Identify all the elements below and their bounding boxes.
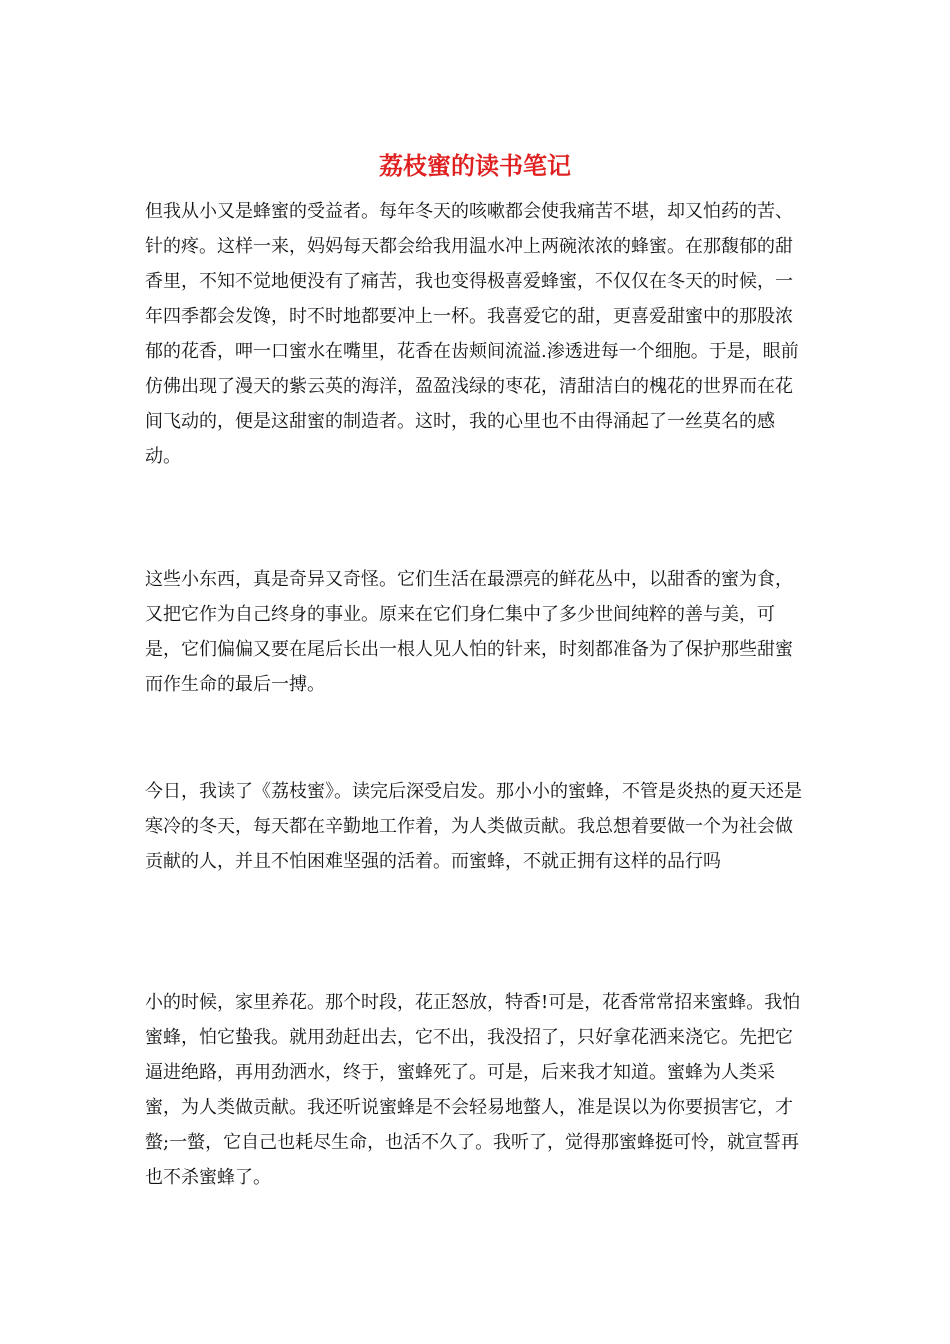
paragraph-1: 但我从小又是蜂蜜的受益者。每年冬天的咳嗽都会使我痛苦不堪，却又怕药的苦、针的疼。这样一来，妈妈每天都会给我用温水冲上两碗浓浓的蜂蜜。在那馥郁的甜香里，不知不觉地便没有了痛苦，我也变得极喜爱蜂蜜，不仅仅在冬天的时候，一年四季都会发馋，时不时地都要冲上一杯。我喜爱它的甜，更喜爱甜蜜中的那股浓郁的花香，呷一口蜜水在嘴里，花香在齿颊间流溢.渗透进每一个细胞。于是，眼前仿佛出现了漫天的紫云英的海洋，盈盈浅绿的枣花，清甜洁白的槐花的世界而在花间飞动的，便是这甜蜜的制造者。这时，我的心里也不由得涌起了一丝莫名的感动。 [145,201,799,467]
paragraph-2: 这些小东西，真是奇异又奇怪。它们生活在最漂亮的鲜花丛中，以甜香的蜜为食，又把它作为自己终身的事业。原来在它们身仁集中了多少世间纯粹的善与美，可是，它们偏偏又要在尾后长出一根人见人怕的针来，时刻都准备为了保护那些甜蜜而作生命的最后一搏。 [145,569,793,695]
document-title: 荔枝蜜的读书笔记 [379,151,571,180]
paragraph-3: 今日，我读了《荔枝蜜》。读完后深受启发。那小小的蜜蜂，不管是炎热的夏天还是寒冷的冬天，每天都在辛勤地工作着，为人类做贡献。我总想着要做一个为社会做贡献的人，并且不怕困难坚强的活着。而蜜蜂，不就正拥有这样的品行吗 [145,781,802,872]
paragraph-4: 小的时候，家里养花。那个时段，花正怒放，特香!可是，花香常常招来蜜蜂。我怕蜜蜂，怕它蛰我。就用劲赶出去，它不出，我没招了，只好拿花洒来浇它。先把它逼进绝路，再用劲洒水，终于，蜜蜂死了。可是，后来我才知道。蜜蜂为人类采蜜，为人类做贡献。我还听说蜜蜂是不会轻易地螫人，准是误以为你要损害它，才螫;一螫，它自己也耗尽生命，也活不久了。我听了，觉得那蜜蜂挺可怜，就宣誓再也不杀蜜蜂了。 [145,992,801,1188]
